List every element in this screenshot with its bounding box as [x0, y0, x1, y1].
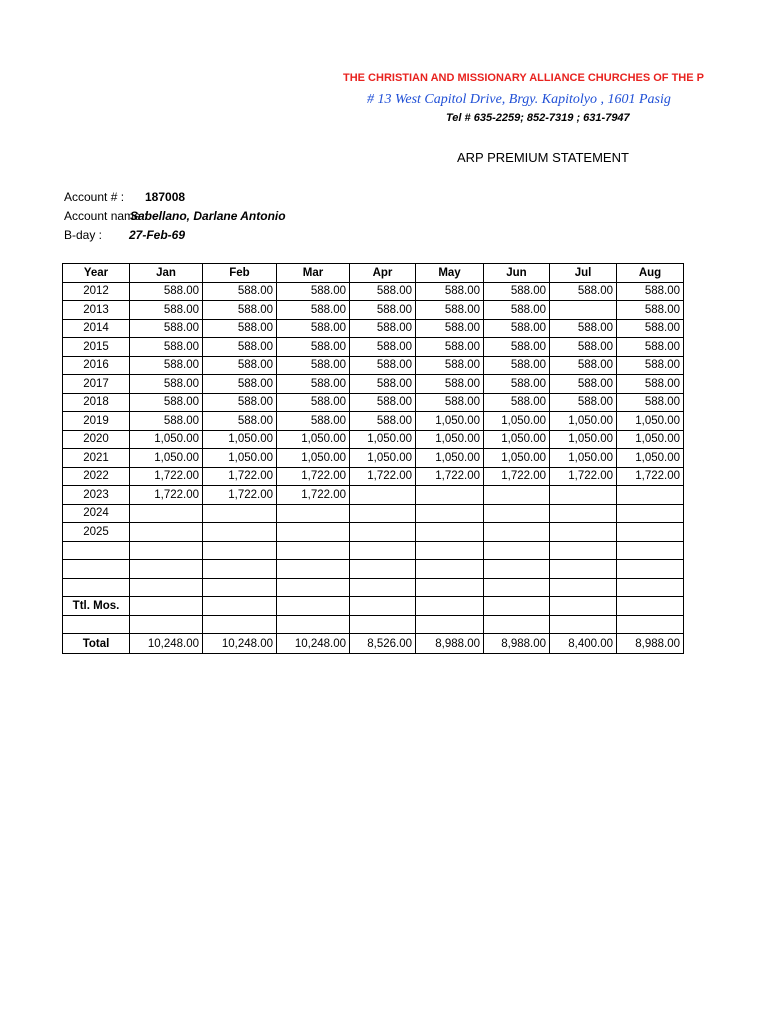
- premium-cell: 1,050.00: [416, 412, 484, 431]
- premium-cell: 588.00: [203, 282, 277, 301]
- premium-cell: [416, 523, 484, 542]
- year-cell: [63, 560, 130, 579]
- premium-cell: [350, 523, 416, 542]
- premium-cell: [416, 486, 484, 505]
- year-cell: 2017: [63, 375, 130, 394]
- year-cell: [63, 615, 130, 634]
- premium-cell: 588.00: [550, 375, 617, 394]
- premium-cell: [203, 523, 277, 542]
- premium-cell: 1,722.00: [130, 467, 203, 486]
- premium-cell: [484, 560, 550, 579]
- premium-cell: 588.00: [350, 393, 416, 412]
- table-row: [63, 430, 684, 449]
- premium-cell: 588.00: [550, 319, 617, 338]
- column-header-jun: Jun: [484, 264, 550, 283]
- premium-cell: [130, 523, 203, 542]
- premium-cell: 588.00: [350, 412, 416, 431]
- premium-cell: [350, 560, 416, 579]
- premium-cell: 1,050.00: [130, 430, 203, 449]
- premium-cell: [617, 486, 684, 505]
- column-header-jan: Jan: [130, 264, 203, 283]
- premium-cell: 588.00: [484, 375, 550, 394]
- column-header-may: May: [416, 264, 484, 283]
- account-number-value: 187008: [145, 190, 186, 204]
- premium-cell: 588.00: [350, 282, 416, 301]
- premium-cell: [277, 541, 350, 560]
- premium-cell: 588.00: [350, 319, 416, 338]
- premium-cell: [484, 523, 550, 542]
- premium-cell: [277, 615, 350, 634]
- premium-cell: 1,722.00: [350, 467, 416, 486]
- table-row: [63, 412, 684, 431]
- premium-cell: [130, 504, 203, 523]
- total-months-cell: [277, 597, 350, 616]
- premium-cell: 588.00: [416, 282, 484, 301]
- premium-cell: 588.00: [203, 338, 277, 357]
- premium-cell: [550, 541, 617, 560]
- year-cell: 2012: [63, 282, 130, 301]
- premium-cell: 1,050.00: [277, 449, 350, 468]
- year-cell: [63, 578, 130, 597]
- premium-cell: [277, 578, 350, 597]
- table-row: [63, 541, 684, 560]
- total-cell: 8,988.00: [484, 634, 550, 654]
- premium-cell: 1,050.00: [617, 430, 684, 449]
- premium-cell: 1,050.00: [484, 449, 550, 468]
- premium-cell: 588.00: [203, 412, 277, 431]
- total-months-cell: [484, 597, 550, 616]
- year-cell: 2023: [63, 486, 130, 505]
- premium-cell: 588.00: [550, 282, 617, 301]
- premium-cell: 588.00: [617, 282, 684, 301]
- premium-cell: 1,050.00: [203, 430, 277, 449]
- premium-cell: [203, 560, 277, 579]
- year-cell: 2016: [63, 356, 130, 375]
- premium-cell: 588.00: [484, 393, 550, 412]
- premium-cell: 588.00: [416, 393, 484, 412]
- premium-cell: 1,722.00: [484, 467, 550, 486]
- table-row: [63, 301, 684, 320]
- premium-cell: 1,722.00: [203, 486, 277, 505]
- premium-cell: 1,050.00: [350, 430, 416, 449]
- premium-cell: 588.00: [484, 338, 550, 357]
- premium-cell: [617, 523, 684, 542]
- year-cell: 2021: [63, 449, 130, 468]
- total-months-row: [63, 597, 684, 616]
- birthday-label: B-day :: [64, 228, 103, 242]
- premium-cell: [277, 560, 350, 579]
- table-body: [63, 282, 684, 654]
- premium-cell: [617, 560, 684, 579]
- year-cell: 2022: [63, 467, 130, 486]
- document-title: ARP PREMIUM STATEMENT: [457, 150, 629, 165]
- table-row: [63, 615, 684, 634]
- column-header-year: Year: [63, 264, 130, 283]
- premium-cell: [617, 541, 684, 560]
- year-cell: 2025: [63, 523, 130, 542]
- premium-cell: [484, 578, 550, 597]
- birthday-value: 27-Feb-69: [129, 228, 186, 242]
- account-name-label: Account name :: [64, 209, 148, 223]
- premium-cell: 1,050.00: [130, 449, 203, 468]
- premium-cell: 588.00: [277, 393, 350, 412]
- premium-cell: [130, 615, 203, 634]
- table-row: [63, 486, 684, 505]
- premium-cell: 1,050.00: [484, 412, 550, 431]
- organization-name: THE CHRISTIAN AND MISSIONARY ALLIANCE CHURCHES OF THE P: [343, 72, 704, 84]
- premium-cell: [416, 615, 484, 634]
- year-cell: 2018: [63, 393, 130, 412]
- premium-cell: 588.00: [550, 338, 617, 357]
- premium-cell: [350, 486, 416, 505]
- premium-cell: [550, 523, 617, 542]
- premium-table: [62, 263, 684, 654]
- premium-cell: 588.00: [484, 356, 550, 375]
- premium-cell: [350, 541, 416, 560]
- total-months-cell: [550, 597, 617, 616]
- total-months-cell: [130, 597, 203, 616]
- premium-cell: 1,722.00: [416, 467, 484, 486]
- premium-cell: 588.00: [550, 356, 617, 375]
- premium-cell: 1,050.00: [617, 449, 684, 468]
- premium-cell: 588.00: [130, 319, 203, 338]
- total-cell: 8,988.00: [416, 634, 484, 654]
- column-header-feb: Feb: [203, 264, 277, 283]
- totals-label: Total: [63, 634, 130, 654]
- year-cell: 2019: [63, 412, 130, 431]
- table-row: [63, 449, 684, 468]
- premium-cell: 1,722.00: [277, 486, 350, 505]
- table-row: [63, 560, 684, 579]
- premium-cell: [416, 578, 484, 597]
- premium-cell: [203, 578, 277, 597]
- premium-cell: 588.00: [277, 282, 350, 301]
- premium-cell: 588.00: [617, 393, 684, 412]
- premium-cell: 588.00: [203, 393, 277, 412]
- premium-cell: 588.00: [617, 301, 684, 320]
- premium-cell: [130, 578, 203, 597]
- premium-cell: 588.00: [350, 301, 416, 320]
- premium-cell: 1,050.00: [203, 449, 277, 468]
- year-cell: 2020: [63, 430, 130, 449]
- premium-cell: 588.00: [130, 393, 203, 412]
- table-row: [63, 375, 684, 394]
- premium-cell: [550, 504, 617, 523]
- total-cell: 8,988.00: [617, 634, 684, 654]
- premium-cell: [203, 541, 277, 560]
- premium-cell: [350, 578, 416, 597]
- premium-cell: 588.00: [277, 301, 350, 320]
- premium-cell: 1,722.00: [550, 467, 617, 486]
- premium-cell: 588.00: [484, 301, 550, 320]
- premium-cell: [484, 541, 550, 560]
- table-row: [63, 504, 684, 523]
- premium-cell: 1,050.00: [550, 449, 617, 468]
- premium-cell: 588.00: [203, 319, 277, 338]
- table-row: [63, 523, 684, 542]
- year-cell: 2014: [63, 319, 130, 338]
- account-number-label: Account # :: [64, 190, 125, 204]
- premium-cell: [484, 486, 550, 505]
- year-cell: [63, 541, 130, 560]
- premium-cell: [484, 504, 550, 523]
- premium-cell: 588.00: [130, 375, 203, 394]
- column-header-apr: Apr: [350, 264, 416, 283]
- total-cell: 10,248.00: [277, 634, 350, 654]
- premium-cell: 588.00: [550, 393, 617, 412]
- total-months-cell: [416, 597, 484, 616]
- premium-cell: 588.00: [203, 301, 277, 320]
- total-cell: 8,400.00: [550, 634, 617, 654]
- premium-cell: 1,722.00: [277, 467, 350, 486]
- total-cell: 10,248.00: [203, 634, 277, 654]
- premium-cell: [130, 560, 203, 579]
- total-months-cell: [203, 597, 277, 616]
- premium-cell: 588.00: [350, 356, 416, 375]
- premium-cell: 588.00: [277, 375, 350, 394]
- premium-cell: 588.00: [203, 375, 277, 394]
- premium-cell: [550, 301, 617, 320]
- premium-cell: 588.00: [130, 301, 203, 320]
- column-header-mar: Mar: [277, 264, 350, 283]
- premium-cell: 588.00: [277, 356, 350, 375]
- total-cell: 8,526.00: [350, 634, 416, 654]
- premium-cell: 1,050.00: [617, 412, 684, 431]
- premium-cell: 588.00: [130, 338, 203, 357]
- premium-cell: [277, 523, 350, 542]
- table-row: [63, 319, 684, 338]
- year-cell: 2013: [63, 301, 130, 320]
- premium-cell: 588.00: [416, 356, 484, 375]
- premium-cell: 588.00: [130, 412, 203, 431]
- organization-telephone: Tel # 635-2259; 852-7319 ; 631-7947: [446, 112, 630, 124]
- table-row: [63, 338, 684, 357]
- table-row: [63, 356, 684, 375]
- year-cell: 2024: [63, 504, 130, 523]
- table-row: [63, 578, 684, 597]
- premium-cell: 588.00: [416, 375, 484, 394]
- premium-cell: 1,050.00: [550, 412, 617, 431]
- premium-cell: 1,722.00: [617, 467, 684, 486]
- premium-cell: 588.00: [484, 319, 550, 338]
- premium-cell: 1,050.00: [350, 449, 416, 468]
- premium-cell: 588.00: [617, 338, 684, 357]
- premium-cell: [617, 504, 684, 523]
- premium-cell: [550, 560, 617, 579]
- column-header-jul: Jul: [550, 264, 617, 283]
- premium-cell: 1,050.00: [416, 449, 484, 468]
- organization-address: # 13 West Capitol Drive, Brgy. Kapitolyo , 1601 Pasig: [367, 92, 671, 107]
- premium-cell: 588.00: [130, 356, 203, 375]
- premium-cell: 588.00: [416, 338, 484, 357]
- premium-cell: 588.00: [416, 319, 484, 338]
- total-months-cell: [350, 597, 416, 616]
- premium-cell: [350, 615, 416, 634]
- premium-cell: 588.00: [277, 412, 350, 431]
- premium-cell: [350, 504, 416, 523]
- column-header-aug: Aug: [617, 264, 684, 283]
- premium-cell: [416, 560, 484, 579]
- premium-cell: [203, 615, 277, 634]
- premium-cell: 588.00: [350, 338, 416, 357]
- total-months-cell: [617, 597, 684, 616]
- premium-cell: 1,722.00: [130, 486, 203, 505]
- account-name-value: Sabellano, Darlane Antonio: [130, 209, 286, 223]
- table-row: [63, 393, 684, 412]
- premium-cell: 1,722.00: [203, 467, 277, 486]
- year-cell: 2015: [63, 338, 130, 357]
- premium-cell: 588.00: [350, 375, 416, 394]
- premium-cell: [550, 486, 617, 505]
- totals-row: [63, 634, 684, 654]
- premium-cell: 588.00: [617, 356, 684, 375]
- premium-cell: 588.00: [203, 356, 277, 375]
- premium-cell: [550, 615, 617, 634]
- premium-cell: 588.00: [617, 375, 684, 394]
- premium-cell: [617, 578, 684, 597]
- premium-cell: 588.00: [277, 338, 350, 357]
- premium-cell: 588.00: [277, 319, 350, 338]
- premium-cell: 1,050.00: [484, 430, 550, 449]
- table-header-row: [63, 264, 684, 283]
- premium-cell: [277, 504, 350, 523]
- premium-cell: 588.00: [484, 282, 550, 301]
- premium-cell: [550, 578, 617, 597]
- premium-cell: 588.00: [617, 319, 684, 338]
- premium-cell: 1,050.00: [416, 430, 484, 449]
- total-months-label: Ttl. Mos.: [63, 597, 130, 616]
- premium-cell: [416, 541, 484, 560]
- table-row: [63, 282, 684, 301]
- premium-cell: 1,050.00: [277, 430, 350, 449]
- premium-cell: [617, 615, 684, 634]
- premium-cell: [203, 504, 277, 523]
- premium-cell: 588.00: [130, 282, 203, 301]
- premium-cell: 588.00: [416, 301, 484, 320]
- premium-cell: [484, 615, 550, 634]
- total-cell: 10,248.00: [130, 634, 203, 654]
- table-row: [63, 467, 684, 486]
- premium-cell: 1,050.00: [550, 430, 617, 449]
- premium-cell: [130, 541, 203, 560]
- premium-cell: [416, 504, 484, 523]
